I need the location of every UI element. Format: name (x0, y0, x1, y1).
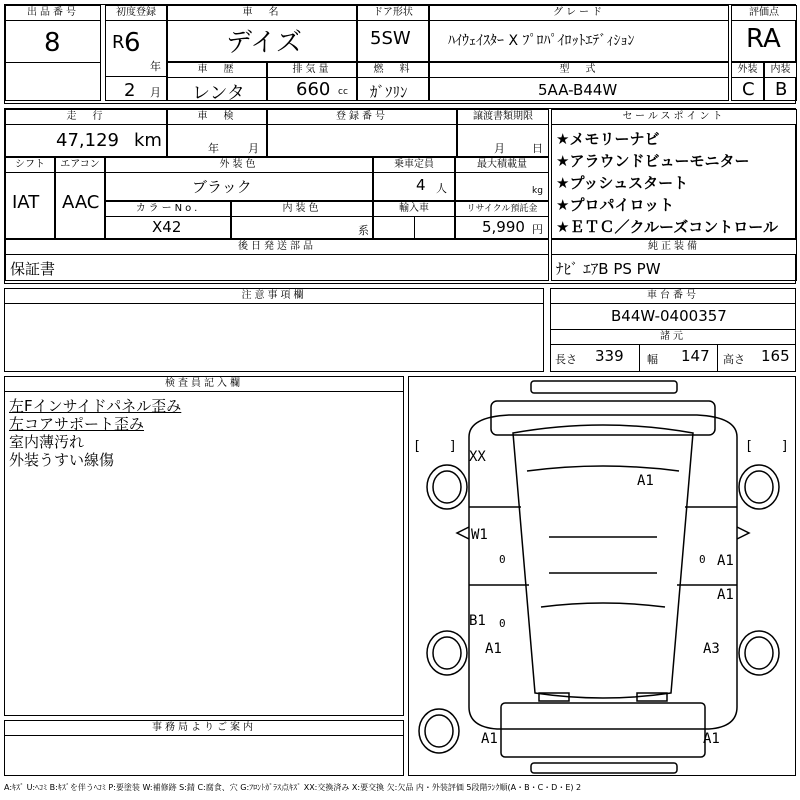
length-label: 長さ (555, 353, 577, 366)
interior-grade-label: 内装 (765, 63, 796, 78)
sales-point-item: ★プロパイロット (556, 196, 675, 214)
car-name-cell (167, 5, 357, 62)
sales-points-label: セールスポイント (552, 110, 796, 125)
import-cell (373, 201, 455, 239)
shift-label: シフト (6, 158, 54, 173)
mileage-cell (5, 109, 167, 157)
inspection-cell (167, 109, 267, 157)
import-label: 輸入車 (374, 202, 454, 217)
damage-mark: A1 (717, 587, 734, 603)
legend-text: A:ｷｽﾞ U:ﾍｺﾐ B:ｷｽﾞを伴うﾍｺﾐ P:要塗装 W:補修跡 S:錆 C:腐食、穴 G:ﾌﾛﾝﾄｶﾞﾗｽ点ｷｽﾞ XX:交換済み X:要交換 欠:欠品 内・外装評価 5段階ﾗﾝｸ順(A・B・C・D・E) 2 (4, 783, 582, 792)
inspection-label: 車 検 (168, 110, 266, 125)
first-registration-label: 初度登録 (106, 6, 166, 21)
month-unit: 月 (150, 86, 161, 99)
color-cell (105, 157, 373, 201)
inspector-note: 室内薄汚れ (9, 433, 85, 451)
recycle-label: リサイクル預託金 (456, 202, 548, 217)
inspection-year-unit: 年 (208, 142, 219, 155)
interior-color-label: 内装色 (232, 202, 372, 217)
model-label: 型 式 (430, 63, 728, 78)
height-label: 高さ (723, 353, 745, 366)
first-registration-cell (105, 5, 167, 101)
car-name-value: デイズ (226, 28, 302, 58)
damage-mark: A1 (637, 473, 654, 489)
length-value: 339 (595, 347, 624, 365)
interior-color-cell (231, 201, 373, 239)
chassis-value: B44W-0400357 (611, 307, 727, 325)
transfer-day-unit: 日 (532, 142, 543, 155)
score-value: RA (746, 24, 781, 54)
damage-mark: XX (469, 449, 486, 465)
door-type-cell (357, 5, 429, 62)
later-parts-cell (5, 239, 549, 281)
spec-label: 諸元 (551, 329, 795, 345)
damage-diagram (408, 376, 796, 776)
damage-mark: A3 (703, 641, 720, 657)
door-type-value: 5SW (370, 28, 411, 49)
mileage-unit: km (134, 130, 162, 151)
fuel-value: ｶﾞｿﾘﾝ (370, 83, 408, 101)
aircon-label: エアコン (56, 158, 104, 173)
door-type-label: ドア形状 (358, 6, 428, 21)
bracket-mark: ] (449, 439, 457, 454)
aircon-value: AAC (62, 192, 100, 213)
max-load-label: 最大積載量 (456, 158, 548, 173)
color-value: ブラック (192, 178, 252, 196)
capacity-unit: 人 (436, 182, 447, 195)
width-label: 幅 (647, 353, 658, 366)
damage-mark: B1 (469, 613, 486, 629)
damage-mark: A1 (481, 731, 498, 747)
factory-equipment-cell (551, 239, 797, 281)
year-value: 6 (124, 28, 141, 58)
history-label: 車 歴 (168, 63, 266, 78)
plate-cell (267, 109, 457, 157)
grade-label: グレード (430, 6, 728, 21)
capacity-cell (373, 157, 455, 201)
shift-cell (5, 157, 55, 239)
sales-point-item: ★ＥＴＣ／クルーズコントロール (556, 218, 778, 236)
capacity-label: 乗車定員 (374, 158, 454, 173)
later-parts-value: 保証書 (10, 260, 56, 278)
damage-mark: A1 (485, 641, 502, 657)
inspector-note: 左コアサポート歪み (9, 415, 145, 433)
exterior-grade-cell (731, 62, 764, 101)
damage-mark: 0 (499, 553, 506, 566)
car-name-label: 車 名 (168, 6, 356, 21)
transfer-label: 譲渡書類期限 (458, 110, 548, 125)
damage-mark: 0 (499, 617, 506, 630)
sales-point-item: ★プッシュスタート (556, 174, 689, 192)
color-no-label: カラーNo. (106, 202, 230, 217)
inspector-box (4, 376, 404, 716)
caution-label: 注意事項欄 (5, 289, 543, 304)
lot-number-cell (5, 5, 101, 101)
transfer-month-unit: 月 (494, 142, 505, 155)
office-label: 事務局よりご案内 (5, 721, 403, 736)
sales-point-item: ★メモリーナビ (556, 130, 660, 148)
inspector-label: 検査員記入欄 (5, 377, 403, 392)
car-outline-diagram (409, 377, 797, 777)
color-no-value: X42 (152, 218, 182, 236)
factory-equipment-label: 純正装備 (552, 240, 796, 255)
shift-value: IAT (12, 192, 40, 213)
interior-color-unit: 系 (358, 224, 369, 237)
lot-number-label: 出品番号 (6, 6, 100, 21)
lot-number-value: 8 (44, 28, 61, 58)
caution-box (4, 288, 544, 372)
exterior-grade-label: 外装 (732, 63, 763, 78)
model-cell (429, 62, 729, 101)
history-value: レンタ (192, 83, 245, 101)
top-section (4, 4, 796, 104)
damage-mark: A1 (717, 553, 734, 569)
color-no-cell (105, 201, 231, 239)
inspection-month-unit: 月 (248, 142, 259, 155)
displacement-cell (267, 62, 357, 101)
score-cell (731, 5, 797, 62)
fuel-label: 燃 料 (358, 63, 428, 78)
plate-label: 登録番号 (268, 110, 456, 125)
history-cell (167, 62, 267, 101)
era-value: R (112, 32, 125, 53)
sales-points-cell (551, 109, 797, 239)
width-value: 147 (681, 347, 710, 365)
grade-cell (429, 5, 729, 62)
mileage-label: 走 行 (6, 110, 166, 125)
office-box (4, 720, 404, 776)
sales-point-item: ★アラウンドビューモニター (556, 152, 750, 170)
middle-section (4, 108, 796, 284)
grade-value: ﾊｲｳｪｲｽﾀｰ X ﾌﾟﾛﾊﾟｲﾛｯﾄｴﾃﾞｨｼｮﾝ (448, 33, 635, 49)
month-value: 2 (124, 80, 136, 101)
interior-grade-cell (764, 62, 797, 101)
displacement-label: 排気量 (268, 63, 356, 78)
displacement-unit: cc (338, 87, 348, 97)
exterior-grade-value: C (742, 79, 755, 100)
max-load-unit: kg (532, 186, 543, 196)
aircon-cell (55, 157, 105, 239)
bracket-mark: ] (781, 439, 789, 454)
height-value: 165 (761, 347, 790, 365)
year-unit: 年 (150, 60, 161, 73)
bracket-mark: [ (745, 439, 753, 454)
bracket-mark: [ (413, 439, 421, 454)
chassis-label: 車台番号 (551, 289, 795, 304)
inspector-note: 左Fインサイドパネル歪み (9, 397, 182, 415)
factory-equipment-value: ﾅﾋﾞ ｴｱB PS PW (556, 260, 661, 278)
interior-grade-value: B (775, 79, 788, 100)
transfer-cell (457, 109, 549, 157)
later-parts-label: 後日発送部品 (6, 240, 548, 255)
damage-mark: A1 (703, 731, 720, 747)
model-value: 5AA-B44W (538, 81, 618, 99)
displacement-value: 660 (296, 79, 331, 100)
color-label: 外装色 (106, 158, 372, 173)
recycle-cell (455, 201, 549, 239)
mileage-value: 47,129 (56, 130, 119, 151)
score-label: 評価点 (732, 6, 796, 21)
inspector-note: 外装うすい線傷 (9, 451, 115, 469)
recycle-unit: 円 (532, 223, 543, 236)
damage-mark: 0 (699, 553, 706, 566)
max-load-cell (455, 157, 549, 201)
fuel-cell (357, 62, 429, 101)
spec-box (550, 288, 796, 372)
damage-mark: W1 (471, 527, 488, 543)
recycle-value: 5,990 (482, 218, 525, 236)
capacity-value: 4 (416, 176, 426, 194)
